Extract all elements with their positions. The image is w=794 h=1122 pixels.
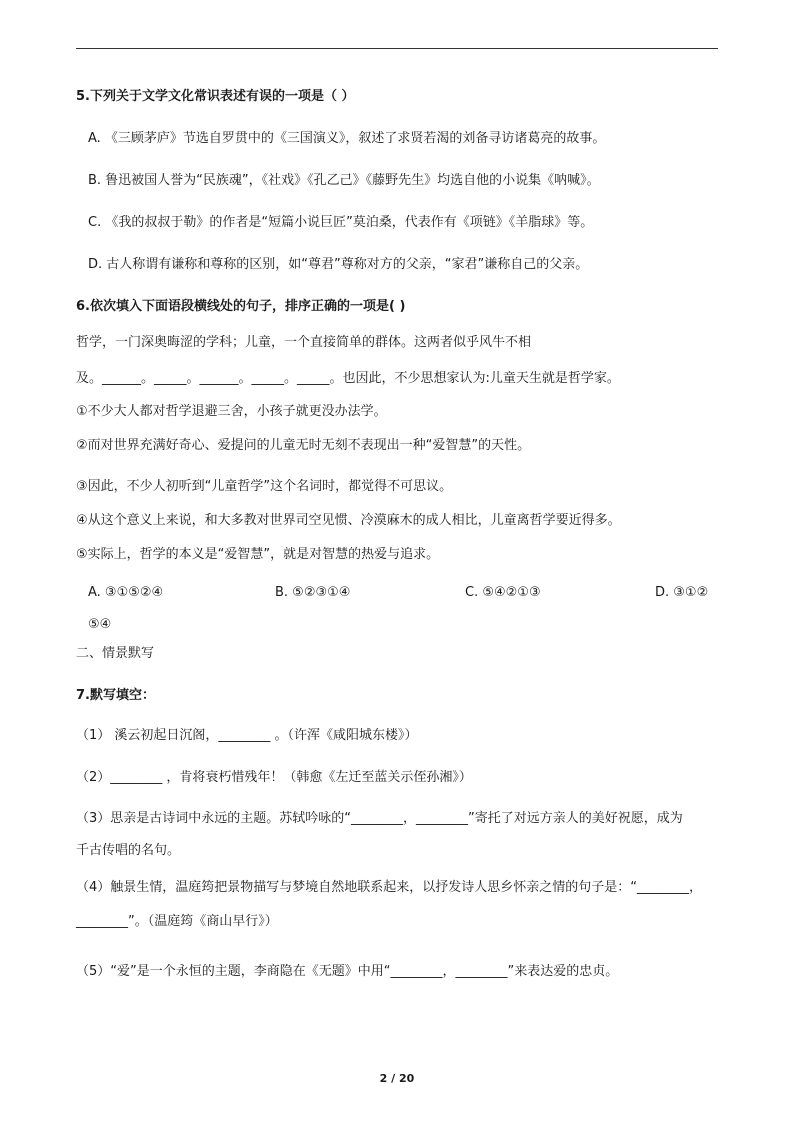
q6-passage-line-1: 哲学，一门深奥晦涩的学科；儿童，一个直接简单的群体。这两者似乎风牛不相	[76, 335, 532, 350]
q7-item-5: （5）“爱”是一个永恒的主题，李商隐在《无题》中用“________，________”来表达爱的忠贞。	[76, 964, 619, 979]
q6-sentence-2: ②而对世界充满好奇心、爱提问的儿童无时无刻不表现出一种“爱智慧”的天性。	[76, 438, 531, 453]
q6-option-d: D. ③①②	[655, 585, 709, 600]
q7-item-3: （3）思亲是古诗词中永远的主题。苏轼吟咏的“________，________”寄托了对远方亲人的美好祝愿，成为	[76, 811, 683, 826]
q6-passage-line-2: 及。______。_____。______。_____。_____。也因此，不少思想家认为:儿童天生就是哲学家。	[76, 371, 620, 386]
q6-options-row	[0, 584, 794, 604]
q5-option-c: C. 《我的叔叔于勒》的作者是“短篇小说巨匠”莫泊桑，代表作有《项链》《羊脂球》等。	[88, 215, 594, 230]
q6-option-b: B. ⑤②③①④	[275, 585, 351, 600]
q6-option-a: A. ③①⑤②④	[88, 585, 164, 600]
q7-item-4: （4）触景生情，温庭筠把景物描写与梦境自然地联系起来，以抒发诗人思乡怀亲之情的句子是：“________，	[76, 880, 703, 895]
q7-item-3-cont: 千古传唱的名句。	[76, 843, 181, 858]
q7-item-2: （2）________ ，肯将衰朽惜残年！（韩愈《左迁至蓝关示侄孙湘》）	[76, 770, 472, 785]
q6-stem: 6.依次填入下面语段横线处的句子，排序正确的一项是( )	[76, 299, 406, 314]
header-rule	[76, 48, 718, 49]
section-title: 二、情景默写	[76, 646, 155, 661]
q5-option-d: D. 古人称谓有谦称和尊称的区别，如“尊君”尊称对方的父亲，“家君”谦称自己的父亲。	[88, 257, 589, 272]
q6-sentence-1: ①不少大人都对哲学退避三舍，小孩子就更没办法学。	[76, 404, 387, 419]
q7-item-1: （1） 溪云初起日沉阁，________ 。（许浑《咸阳城东楼》）	[76, 728, 418, 743]
q5-stem: 5.下列关于文学文化常识表述有误的一项是（ ）	[76, 89, 355, 104]
q5-option-a: A. 《三顾茅庐》节选自罗贯中的《三国演义》，叙述了求贤若渴的刘备寻访诸葛亮的故事。	[88, 131, 606, 146]
q5-option-b: B. 鲁迅被国人誉为“民族魂”，《社戏》《孔乙己》《藤野先生》均选自他的小说集《呐喊》。	[88, 173, 600, 188]
q6-option-c: C. ⑤④②①③	[465, 585, 541, 600]
q6-sentence-4: ④从这个意义上来说，和大多教对世界司空见惯、冷漠麻木的成人相比，儿童离哲学要近得多。	[76, 513, 621, 528]
page-number: 2 / 20	[379, 1072, 415, 1085]
q6-sentence-5: ⑤实际上，哲学的本义是“爱智慧”，就是对智慧的热爱与追求。	[76, 547, 440, 562]
q7-item-4-cont: ________”。（温庭筠《商山早行》）	[76, 914, 278, 929]
q6-sentence-3: ③因此，不少人初听到“儿童哲学”这个名词时，都觉得不可思议。	[76, 479, 453, 494]
q6-option-d-wrap: ⑤④	[88, 617, 112, 632]
q7-stem: 7.默写填空：	[76, 688, 155, 703]
